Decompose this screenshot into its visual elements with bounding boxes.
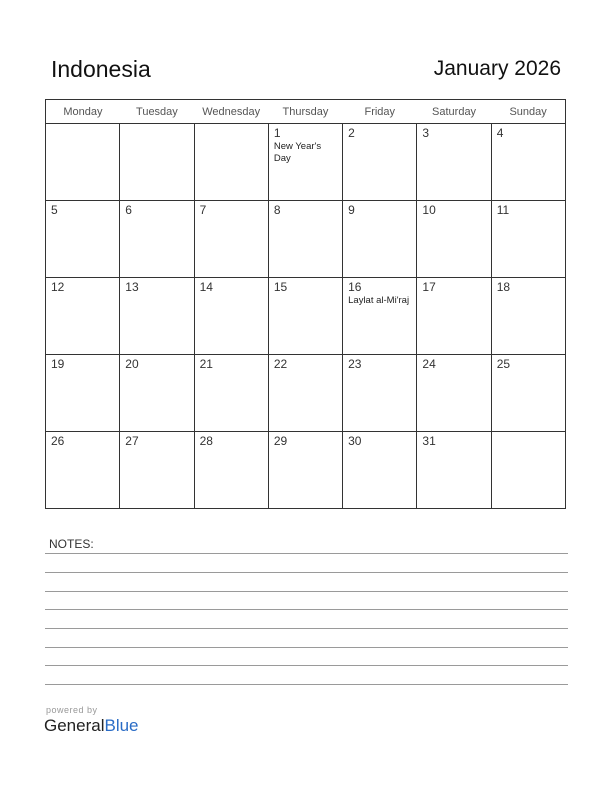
week-row xyxy=(46,124,566,201)
day-number: 28 xyxy=(199,434,213,448)
day-number: 21 xyxy=(199,357,213,371)
day-cell xyxy=(343,355,417,432)
day-number: 23 xyxy=(348,357,362,371)
weekday-monday: Monday xyxy=(46,100,120,124)
day-cell xyxy=(268,432,342,509)
notes-label: NOTES: xyxy=(49,537,94,551)
week-row xyxy=(46,278,566,355)
day-number: 15 xyxy=(273,280,288,294)
day-number: 10 xyxy=(422,203,436,217)
note-line xyxy=(45,665,568,666)
day-cell xyxy=(491,355,565,432)
day-number: 29 xyxy=(273,434,288,448)
day-number: 11 xyxy=(496,203,510,217)
day-number: 14 xyxy=(199,280,213,294)
day-cell xyxy=(417,278,491,355)
day-cell xyxy=(268,278,342,355)
note-line xyxy=(45,684,568,685)
day-cell xyxy=(120,355,194,432)
day-number: 27 xyxy=(125,434,139,448)
day-cell xyxy=(491,124,565,201)
note-line xyxy=(45,553,568,554)
day-cell xyxy=(194,355,268,432)
day-number: 4 xyxy=(496,126,504,140)
day-number: 1 xyxy=(273,126,281,140)
powered-by-label: powered by xyxy=(46,705,98,715)
day-cell xyxy=(343,278,417,355)
day-cell xyxy=(268,201,342,278)
day-number: 24 xyxy=(422,357,436,371)
country-title: Indonesia xyxy=(51,56,151,82)
day-cell xyxy=(46,201,120,278)
weekday-tuesday: Tuesday xyxy=(120,100,194,124)
day-cell xyxy=(268,124,342,201)
holiday-label: Laylat al-Mi'raj xyxy=(348,295,410,306)
logo-blue-text: Blue xyxy=(104,716,139,735)
day-number: 25 xyxy=(496,357,511,371)
day-number: 22 xyxy=(273,357,288,371)
day-cell xyxy=(417,432,491,509)
day-number: 16 xyxy=(348,280,362,294)
day-cell xyxy=(46,278,120,355)
week-row xyxy=(46,355,566,432)
note-line xyxy=(45,628,568,629)
day-number: 12 xyxy=(51,280,65,294)
weekday-wednesday: Wednesday xyxy=(194,100,268,124)
weekday-sunday: Sunday xyxy=(491,100,565,124)
day-cell xyxy=(194,278,268,355)
day-cell xyxy=(46,432,120,509)
calendar-grid xyxy=(45,99,566,509)
day-cell xyxy=(491,278,565,355)
week-row xyxy=(46,432,566,509)
day-number: 13 xyxy=(125,280,139,294)
note-line xyxy=(45,609,568,610)
day-cell xyxy=(194,432,268,509)
day-number: 5 xyxy=(51,203,58,217)
logo-general-text: General xyxy=(44,716,105,735)
day-cell xyxy=(194,124,268,201)
day-cell xyxy=(194,201,268,278)
day-number: 8 xyxy=(273,203,281,217)
day-cell xyxy=(268,355,342,432)
day-cell xyxy=(491,201,565,278)
day-number: 3 xyxy=(422,126,430,140)
day-cell xyxy=(46,355,120,432)
day-number: 7 xyxy=(199,203,207,217)
day-cell xyxy=(120,432,194,509)
day-number: 9 xyxy=(348,203,355,217)
holiday-label: New Year's Day xyxy=(273,141,322,164)
day-cell xyxy=(46,124,120,201)
weekday-header-row xyxy=(46,100,566,124)
day-number: 26 xyxy=(51,434,65,448)
day-number: 20 xyxy=(125,357,139,371)
day-cell xyxy=(120,124,194,201)
weekday-thursday: Thursday xyxy=(268,100,342,124)
day-number: 19 xyxy=(51,357,65,371)
weekday-friday: Friday xyxy=(343,100,417,124)
day-cell xyxy=(417,124,491,201)
weekday-saturday: Saturday xyxy=(417,100,491,124)
day-number: 18 xyxy=(496,280,511,294)
day-number: 17 xyxy=(422,280,436,294)
day-cell xyxy=(417,201,491,278)
day-cell xyxy=(417,355,491,432)
day-cell xyxy=(343,201,417,278)
day-cell xyxy=(491,432,565,509)
note-line xyxy=(45,572,568,573)
day-cell xyxy=(343,432,417,509)
month-title: January 2026 xyxy=(433,57,561,80)
day-cell xyxy=(120,201,194,278)
day-cell xyxy=(343,124,417,201)
generalblue-logo xyxy=(44,716,139,736)
day-number: 6 xyxy=(125,203,132,217)
day-number: 31 xyxy=(422,434,436,448)
note-line xyxy=(45,647,568,648)
week-row xyxy=(46,201,566,278)
note-line xyxy=(45,591,568,592)
day-cell xyxy=(120,278,194,355)
day-number: 30 xyxy=(348,434,362,448)
day-number: 2 xyxy=(348,126,355,140)
